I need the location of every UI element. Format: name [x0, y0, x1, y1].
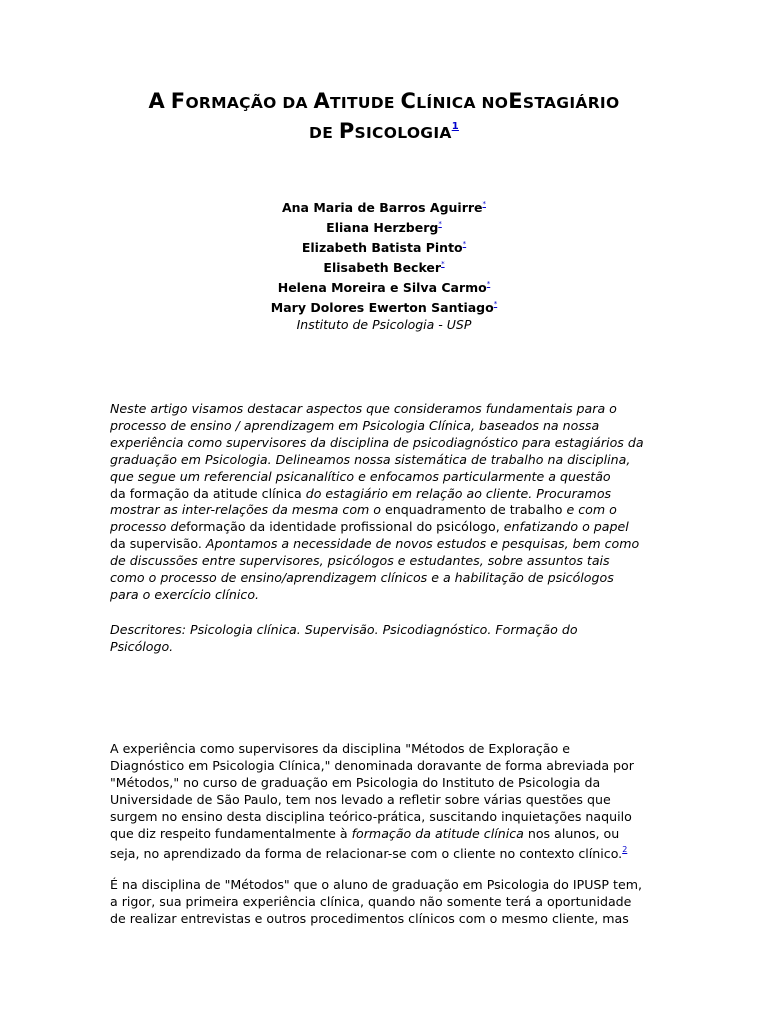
text-segment: de discussões entre supervisores, psicólogos e estudantes, sobre assuntos tais — [110, 553, 610, 569]
text-segment: Neste artigo visamos destacar aspectos que consideramos fundamentais para o — [110, 401, 617, 416]
text-segment: enfatizando o papel — [503, 519, 629, 535]
paragraph-line: É na disciplina de "Métodos" que o aluno de graduação em Psicologia do IPUSP tem, — [110, 877, 642, 892]
paragraph-line — [110, 758, 670, 775]
text-segment: que segue um referencial psicanalítico e enfocamos particularmente a questão — [110, 468, 611, 484]
text-segment: que diz respeito fundamentalmente à — [110, 825, 352, 841]
body-paragraph-2 — [110, 877, 670, 928]
paper-title-line-2: DE PSICOLOGIA$^1$ — [309, 119, 459, 143]
paragraph-line — [110, 418, 670, 435]
text-segment: Apontamos a necessidade de novos estudos e pesquisas, bem como — [205, 536, 640, 552]
text-segment: do estagiário em relação ao cliente. Procuramos — [305, 485, 612, 501]
text-segment: surgem no ensino desta disciplina teórico-prática, suscitando inquietações naquilo — [110, 808, 632, 824]
footnote-link[interactable]: 1 — [451, 121, 459, 132]
title-line-1: A FORMAÇÃO DA ATITUDE CLÍNICA NOESTAGIÁRIO — [148, 89, 620, 113]
text-segment: para o exercício clínico. — [110, 586, 260, 602]
paragraph-line — [110, 486, 670, 503]
text-segment: enquadramento de trabalho — [385, 502, 567, 518]
paragraph-line — [110, 570, 670, 587]
author-name: Ana Maria de Barros Aguirre* — [281, 200, 487, 215]
text-segment: "Métodos," no curso de graduação em Psicologia do Instituto de Psicologia da — [110, 774, 601, 790]
title-footnote-ref[interactable] — [452, 121, 459, 132]
text-segment: formação da identidade profissional do psicólogo, — [186, 519, 504, 535]
paragraph-line — [110, 842, 670, 863]
text-segment: A experiência como supervisores da disciplina "Métodos de Exploração e — [110, 741, 570, 756]
author-name: Elizabeth Batista Pinto* — [301, 240, 467, 255]
text-segment: e com o — [566, 502, 617, 518]
paragraph-line — [110, 826, 670, 843]
paragraph-line — [110, 587, 670, 604]
author-note-link[interactable]: * — [486, 280, 491, 288]
footnote-link[interactable]: 2 — [622, 845, 628, 855]
text-segment: processo de — [110, 519, 187, 535]
author-name: Mary Dolores Ewerton Santiago* — [270, 300, 498, 315]
paragraph-line — [110, 792, 670, 809]
abstract — [110, 401, 670, 604]
paragraph-line — [110, 741, 670, 758]
text-segment: da supervisão. — [110, 536, 206, 552]
author-note-link[interactable]: * — [493, 300, 498, 308]
text-segment: Universidade de São Paulo, tem nos levado a refletir sobre várias questões que — [110, 791, 611, 807]
text-segment: como o processo de ensino/aprendizagem clínicos e a habilitação de psicólogos — [110, 570, 614, 586]
text-segment: seja, no aprendizado da forma de relacionar-se com o cliente no contexto clínico. — [110, 846, 623, 862]
body-paragraph-1 — [110, 741, 670, 863]
paragraph-line — [110, 502, 670, 519]
text-segment: formação da atitude clínica — [351, 825, 524, 841]
paragraph-line: a rigor, sua primeira experiência clínica, quando não somente terá a oportunidade — [110, 893, 632, 909]
paragraph-line — [110, 435, 670, 452]
body-footnote-ref[interactable] — [622, 845, 627, 854]
paragraph-line — [110, 452, 670, 469]
paragraph-line — [110, 775, 670, 792]
paragraph-line — [110, 469, 670, 486]
institution: Instituto de Psicologia - USP — [296, 317, 472, 332]
author-note-link[interactable]: * — [438, 220, 442, 228]
paragraph-line — [110, 536, 670, 553]
author-note-link[interactable]: * — [462, 240, 467, 248]
author-name: Elisabeth Becker* — [323, 260, 445, 275]
text-segment: graduação em Psicologia. Delineamos nossa sistemática de trabalho na disciplina, — [110, 451, 631, 467]
text-segment: Diagnóstico em Psicologia Clínica," denominada doravante de forma abreviada por — [110, 757, 634, 773]
text-segment: da formação da atitude clínica — [110, 485, 306, 501]
paragraph-line: de realizar entrevistas e outros procedimentos clínicos com o mesmo cliente, mas — [110, 910, 629, 926]
text-segment: experiência como supervisores da disciplina de psicodiagnóstico para estagiários da — [110, 434, 644, 450]
descriptors — [110, 622, 670, 656]
paragraph-line — [110, 401, 670, 418]
text-segment: processo de ensino / aprendizagem em Psicologia Clínica, baseados na nossa — [110, 417, 600, 433]
author-note-link[interactable]: * — [482, 200, 487, 208]
author-list — [0, 196, 768, 333]
author-name: Helena Moreira e Silva Carmo* — [277, 280, 491, 295]
text-segment: mostrar as inter-relações da mesma com o — [110, 502, 386, 518]
paragraph-line — [110, 809, 670, 826]
descriptors-line: Descritores: Psicologia clínica. Supervisão. Psicodiagnóstico. Formação do — [110, 622, 578, 637]
descriptors-line: Psicólogo. — [110, 638, 174, 654]
text-segment: nos alunos, ou — [523, 825, 620, 841]
paper-title — [0, 89, 768, 113]
paragraph-line — [110, 519, 670, 536]
paragraph-line — [110, 553, 670, 570]
author-name: Eliana Herzberg* — [326, 220, 442, 235]
author-note-link[interactable]: * — [441, 260, 445, 268]
